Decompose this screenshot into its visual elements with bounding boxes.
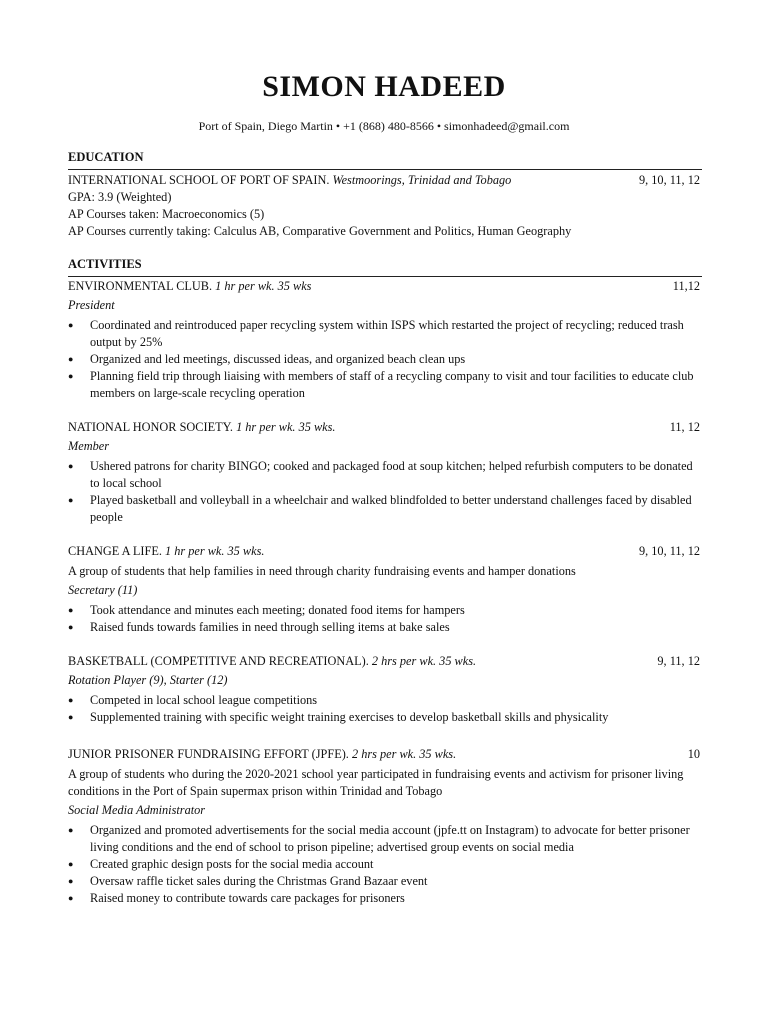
bullet-item: ● Supplemented training with specific weight training exercises to develop basketball skills and physicality bbox=[68, 709, 702, 726]
activity-title-line bbox=[68, 278, 702, 295]
bullet-item: ● Took attendance and minutes each meeting; donated food items for hampers bbox=[68, 602, 702, 619]
activity-title-line bbox=[68, 746, 702, 763]
education-section bbox=[68, 150, 702, 240]
school-grades: 9, 10, 11, 12 bbox=[638, 173, 700, 187]
activity-description: A group of students who during the 2020-2021 school year participated in fundraising events and activism for prisoner living conditions in the Port of Spain supermax prison within Trinidad and Tobago bbox=[68, 767, 684, 798]
activity-grades: 9, 11, 12 bbox=[657, 654, 700, 668]
bullet-item: ● Planning field trip through liaising with members of staff of a recycling company to visit and tour facilities to educate club members on large-scale recycling operation bbox=[68, 368, 702, 402]
activity-role: President bbox=[68, 298, 115, 312]
school-name: INTERNATIONAL SCHOOL OF PORT OF SPAIN. bbox=[68, 173, 330, 187]
gpa-line: GPA: 3.9 (Weighted) bbox=[68, 190, 172, 204]
activity-grades: 11,12 bbox=[672, 279, 700, 293]
bullet-item: ● Coordinated and reintroduced paper recycling system within ISPS which restarted the project of recycling; reduced trash output by 25% bbox=[68, 317, 702, 351]
activity-bullets bbox=[68, 317, 702, 402]
activity-time: 1 hr per wk. 35 wks bbox=[215, 279, 312, 293]
activity-entry bbox=[68, 746, 702, 907]
activity-entry bbox=[68, 543, 702, 636]
activity-title: NATIONAL HONOR SOCIETY. bbox=[68, 420, 233, 434]
activity-grades: 11, 12 bbox=[669, 420, 700, 434]
activity-role: Secretary (11) bbox=[68, 583, 138, 597]
ap-taken-line: AP Courses taken: Macroeconomics (5) bbox=[68, 207, 265, 221]
activity-title-line bbox=[68, 543, 702, 560]
school-location: Westmoorings, Trinidad and Tobago bbox=[332, 173, 512, 187]
activity-title-line bbox=[68, 419, 702, 436]
activity-grades: 10 bbox=[687, 747, 700, 761]
activity-time: 2 hrs per wk. 35 wks. bbox=[351, 747, 457, 761]
activities-section bbox=[68, 257, 702, 279]
activity-time: 2 hrs per wk. 35 wks. bbox=[371, 654, 477, 668]
activity-role: Rotation Player (9), Starter (12) bbox=[68, 673, 228, 687]
activity-title: ENVIRONMENTAL CLUB. bbox=[68, 279, 213, 293]
bullet-item: ● Organized and led meetings, discussed ideas, and organized beach clean ups bbox=[68, 351, 702, 368]
activity-entry bbox=[68, 653, 702, 726]
activity-role: Member bbox=[68, 439, 109, 453]
activity-title: JUNIOR PRISONER FUNDRAISING EFFORT (JPFE). bbox=[68, 747, 349, 761]
bullet-item: ● Ushered patrons for charity BINGO; cooked and packaged food at soup kitchen; helped refurbish computers to be donated to local school bbox=[68, 458, 702, 492]
bullet-item: ● Oversaw raffle ticket sales during the Christmas Grand Bazaar event bbox=[68, 873, 702, 890]
activity-time: 1 hr per wk. 35 wks. bbox=[236, 420, 336, 434]
activity-grades: 9, 10, 11, 12 bbox=[638, 544, 700, 558]
activities-heading: ACTIVITIES bbox=[68, 257, 702, 277]
bullet-item: ● Organized and promoted advertisements for the social media account (jpfe.tt on Instagram) to advocate for better prisoner living conditions and the end of school to prison pipeline; advertised group events on social media bbox=[68, 822, 702, 856]
activity-bullets bbox=[68, 602, 702, 636]
bullet-item: ● Raised funds towards families in need through selling items at bake sales bbox=[68, 619, 702, 636]
ap-current-line: AP Courses currently taking: Calculus AB, Comparative Government and Politics, Human Geography bbox=[68, 224, 572, 238]
activity-title-line bbox=[68, 653, 702, 670]
activity-description: A group of students that help families in need through charity fundraising events and hamper donations bbox=[68, 564, 576, 578]
bullet-item: ● Created graphic design posts for the social media account bbox=[68, 856, 702, 873]
activity-role: Social Media Administrator bbox=[68, 803, 206, 817]
bullet-item: ● Raised money to contribute towards care packages for prisoners bbox=[68, 890, 702, 907]
school-line bbox=[68, 172, 702, 189]
bullet-item: ● Played basketball and volleyball in a wheelchair and walked blindfolded to better understand challenges faced by disabled people bbox=[68, 492, 702, 526]
activity-entry bbox=[68, 278, 702, 402]
activity-title: CHANGE A LIFE. bbox=[68, 544, 162, 558]
contact-line: Port of Spain, Diego Martin • +1 (868) 480-8566 • simonhadeed@gmail.com bbox=[198, 119, 570, 133]
bullet-item: ● Competed in local school league competitions bbox=[68, 692, 702, 709]
resume-name: SIMON HADEED bbox=[262, 70, 506, 103]
activity-bullets bbox=[68, 458, 702, 526]
activity-time: 1 hr per wk. 35 wks. bbox=[165, 544, 265, 558]
activity-bullets bbox=[68, 822, 702, 907]
activity-entry bbox=[68, 419, 702, 526]
education-heading: EDUCATION bbox=[68, 150, 702, 170]
activity-bullets bbox=[68, 692, 702, 726]
activity-title: BASKETBALL (COMPETITIVE AND RECREATIONAL). bbox=[68, 654, 369, 668]
